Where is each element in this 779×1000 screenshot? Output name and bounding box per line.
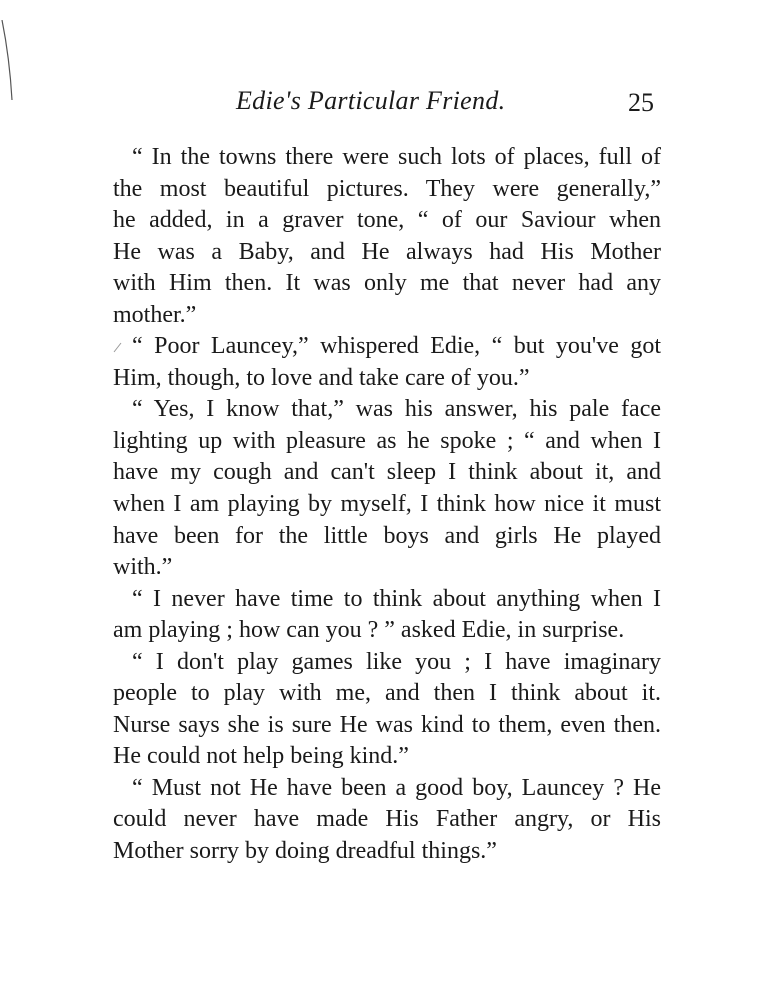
text-line: “ Yes, I know that,” was his answer, his pale face [132,396,661,423]
running-head [0,86,779,120]
text-line: Mother sorry by doing dreadful things.” [113,838,497,865]
running-title: Edie's Particular Friend. [236,86,506,115]
text-line: he added, in a graver tone, “ of our Saviour when [113,207,661,234]
text-line: have been for the little boys and girls He played [113,522,661,549]
text-line: “ Poor Launcey,” whispered Edie, “ but you've got [132,333,661,360]
text-line: “ I never have time to think about anything when I [132,585,661,612]
text-line: could never have made His Father angry, or His [113,806,661,833]
text-line: He was a Baby, and He always had His Mother [113,238,661,265]
text-line: “ Must not He have been a good boy, Launcey ? He [132,774,661,801]
text-line: the most beautiful pictures. They were generally,” [113,175,661,202]
body-text [113,142,661,868]
text-line: “ In the towns there were such lots of places, full of [132,144,661,170]
text-line: “ I don't play games like you ; I have imaginary [132,648,661,675]
text-line: have my cough and can't sleep I think about it, and [113,459,661,486]
text-line: He could not help being kind.” [113,743,409,770]
text-line: lighting up with pleasure as he spoke ; “ and when I [113,427,661,454]
text-line: Him, though, to love and take care of you.” [113,364,530,391]
text-line: when I am playing by myself, I think how nice it must [113,491,661,518]
text-line: with Him then. It was only me that never had any [113,270,661,297]
text-line: people to play with me, and then I think about it. [113,680,661,707]
text-line: Nurse says she is sure He was kind to them, even then. [113,711,661,738]
page-number: 25 [628,88,654,117]
text-line: mother.” [113,301,197,328]
text-line: am playing ; how can you ? ” asked Edie, in surprise. [113,617,625,644]
text-line: with.” [113,554,173,581]
